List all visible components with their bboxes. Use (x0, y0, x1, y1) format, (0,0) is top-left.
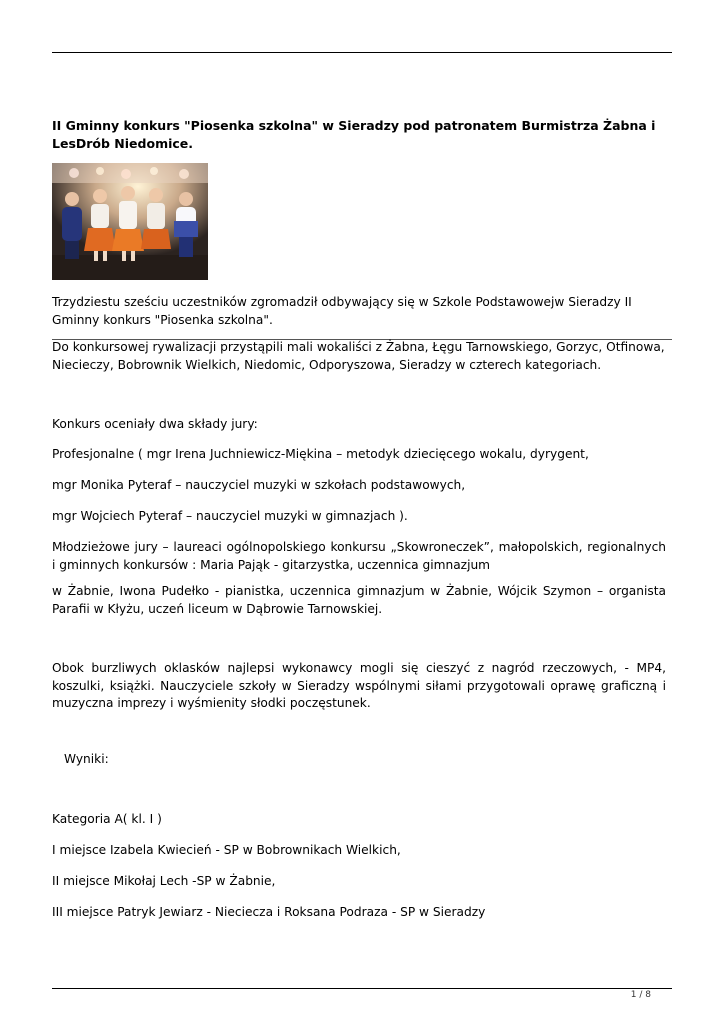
event-photo (52, 163, 208, 280)
paragraph-participants: Trzydziestu sześciu uczestników zgromadził odbywający się w Szkole Podstawowejw Sieradzy II Gminny konkurs "Piosenka szkolna". (52, 295, 632, 327)
paragraph-jury-professional: Profesjonalne ( mgr Irena Juchniewicz-Miękina – metodyk dziecięcego wokalu, dyrygent, (52, 447, 589, 461)
paragraph-jury-member-3: mgr Wojciech Pyteraf – nauczyciel muzyki w gimnazjach ). (52, 509, 408, 523)
result-place-1: I miejsce Izabela Kwiecień - SP w Bobrownikach Wielkich, (52, 843, 401, 857)
paragraph-competitors: Do konkursowej rywalizacji przystąpili mali wokaliści z Żabna, Łęgu Tarnowskiego, Gorzyc, Otfinowa, Niecieczy, Bobrownik Wielkich, Niedomic, Odporyszowa, Sieradzy w czterech kategoriach. (52, 340, 665, 372)
footer-rule (52, 988, 672, 989)
results-heading: Wyniki: (64, 752, 109, 766)
page-number: 1 / 8 (630, 990, 651, 1000)
paragraph-youth-jury-cont: w Żabnie, Iwona Pudełko - pianistka, uczennica gimnazjum w Żabnie, Wójcik Szymon – organista Parafii w Kłyżu, uczeń liceum w Dąbrowie Tarnowskiej. (52, 584, 666, 616)
paragraph-prizes: Obok burzliwych oklasków najlepsi wykonawcy mogli się cieszyć z nagród rzeczowych, - MP4, koszulki, książki. Nauczyciele szkoły w Sieradzy wspólnymi siłami przygotowali oprawę graficzną i muzyczna imprezy i wyśmienity słodki poczęstunek. (52, 661, 666, 710)
paragraph-youth-jury: Młodzieżowe jury – laureaci ogólnopolskiego konkursu „Skowroneczek”, małopolskich, regionalnych i gminnych konkursów : Maria Pająk - gitarzystka, uczennica gimnazjum (52, 540, 666, 572)
paragraph-jury-member-2: mgr Monika Pyteraf – nauczyciel muzyki w szkołach podstawowych, (52, 478, 466, 492)
result-place-2: II miejsce Mikołaj Lech -SP w Żabnie, (52, 874, 276, 888)
category-a-heading: Kategoria A( kl. I ) (52, 812, 162, 826)
result-place-3: III miejsce Patryk Jewiarz - Niecieczа i Roksana Podraza - SP w Sieradzy (52, 905, 486, 919)
event-photo-image (52, 163, 208, 280)
article-title: II Gminny konkurs "Piosenka szkolna" w Sieradzy pod patronatem Burmistrza Żabna i LesDrób Niedomice. (52, 118, 656, 151)
paragraph-jury-intro: Konkurs oceniały dwa składy jury: (52, 417, 258, 431)
header-rule (52, 52, 672, 53)
